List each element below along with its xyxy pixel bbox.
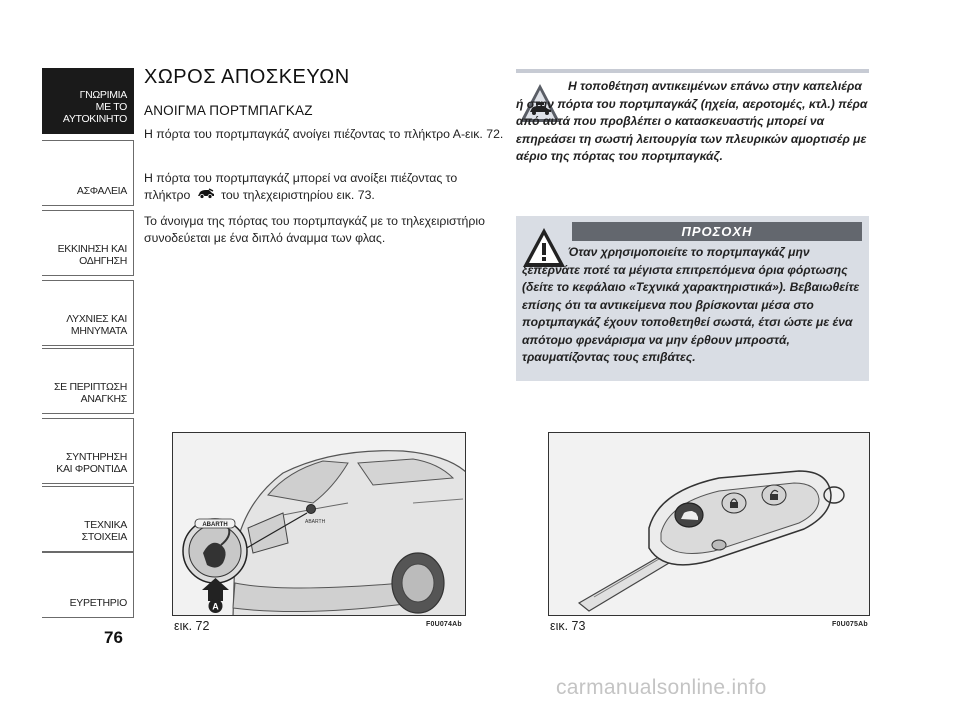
marker-a: A	[212, 601, 219, 612]
key-fob-illustration	[549, 433, 870, 616]
tab-index[interactable]	[42, 552, 134, 618]
figure-code-72: F0U074Ab	[426, 621, 462, 628]
car-rear-illustration	[173, 433, 466, 616]
note-divider	[516, 69, 869, 73]
paragraph-2-start: Η πόρτα του πορτμπαγκάζ μπορεί να ανοίξει πιέζοντας το πλήκτρο	[144, 171, 458, 202]
tab-label: ΛΥΧΝΙΕΣ ΚΑΙ ΜΗΝΥΜΑΤΑ	[66, 313, 127, 337]
warning-header: ΠΡΟΣΟΧΗ	[572, 222, 862, 241]
abarth-badge-text: ABARTH	[202, 522, 228, 528]
rear-badge-text: ABARTH	[305, 519, 326, 525]
warning-box	[516, 216, 869, 381]
page-number: 76	[104, 628, 123, 647]
tab-starting-driving[interactable]	[42, 210, 134, 276]
paragraph-2-end: του τηλεχειριστηρίου εικ. 73.	[221, 188, 375, 202]
page-title: ΧΩΡΟΣ ΑΠΟΣΚΕΥΩΝ	[144, 66, 350, 88]
paragraph-2	[144, 170, 504, 204]
caption-73: εικ. 73	[550, 619, 586, 633]
tab-safety[interactable]	[42, 140, 134, 206]
tab-lights-messages[interactable]	[42, 280, 134, 346]
figure-73	[548, 432, 870, 616]
tab-technical-data[interactable]	[42, 486, 134, 552]
caption-72: εικ. 72	[174, 619, 210, 633]
tab-label: ΕΥΡΕΤΗΡΙΟ	[69, 597, 127, 609]
paragraph-1: Η πόρτα του πορτμπαγκάζ ανοίγει πιέζοντας το πλήκτρο Α-εικ. 72.	[144, 127, 504, 141]
note-box	[516, 69, 869, 177]
trunk-key-icon	[197, 187, 215, 204]
tab-emergency[interactable]	[42, 348, 134, 414]
section-heading: ΑΝΟΙΓΜΑ ΠΟΡΤΜΠΑΓΚΑΖ	[144, 103, 313, 118]
warning-text: Όταν χρησιμοποιείτε το πορτμπαγκάζ μην ξεπερνάτε ποτέ τα μέγιστα επιτρεπόμενα όρια φόρτωσης (δείτε το κεφάλαιο «Τεχνικά χαρακτηριστικά»). Βεβαιωθείτε επίσης ότι τα αντικείμενα που βρίσκονται μέσα στο πορτμπαγκάζ έχουν τοποθετηθεί σωστά, έτσι ώστε με ένα απότομο φρενάρισμα να μην έρθουν μπροστά, τραυματίζοντας τους επιβάτες.	[522, 245, 860, 364]
note-text: Η τοποθέτηση αντικειμένων επάνω στην καπελιέρα ή στην πόρτα του πορτμπαγκάζ (ηχεία, αεροτομές, κτλ.) πέρα από αυτά που προβλέπει ο κατασκευαστής μπορεί να επηρεάσει τη σωστή λειτουργία των πλευρικών αμορτισέρ με αέριο της πόρτας του πορτμπαγκάζ.	[516, 79, 868, 164]
tab-label: ΓΝΩΡΙΜΙΑ ΜΕ ΤΟ ΑΥΤΟΚΙΝΗΤΟ	[62, 89, 127, 125]
trunk-button	[307, 505, 316, 514]
figure-code-73: F0U075Ab	[832, 621, 868, 628]
paragraph-3: Το άνοιγμα της πόρτας του πορτμπαγκάζ με το τηλεχειριστήριο συνοδεύεται με ένα διπλό άναμμα των φλας.	[144, 214, 485, 245]
watermark: carmanualsonline.info	[556, 676, 767, 699]
figure-72	[172, 432, 466, 616]
tab-label: ΣΕ ΠΕΡΙΠΤΩΣΗ ΑΝΑΓΚΗΣ	[53, 381, 127, 405]
tab-label: ΣΥΝΤΗΡΗΣΗ ΚΑΙ ΦΡΟΝΤΙΔΑ	[56, 451, 127, 475]
tab-getting-to-know[interactable]	[42, 68, 134, 134]
tab-label: ΤΕΧΝΙΚΑ ΣΤΟΙΧΕΙΑ	[81, 519, 127, 543]
tab-label: ΑΣΦΑΛΕΙΑ	[76, 185, 127, 197]
tab-maintenance[interactable]	[42, 418, 134, 484]
tab-label: ΕΚΚΙΝΗΣΗ ΚΑΙ ΟΔΗΓΗΣΗ	[57, 243, 127, 267]
